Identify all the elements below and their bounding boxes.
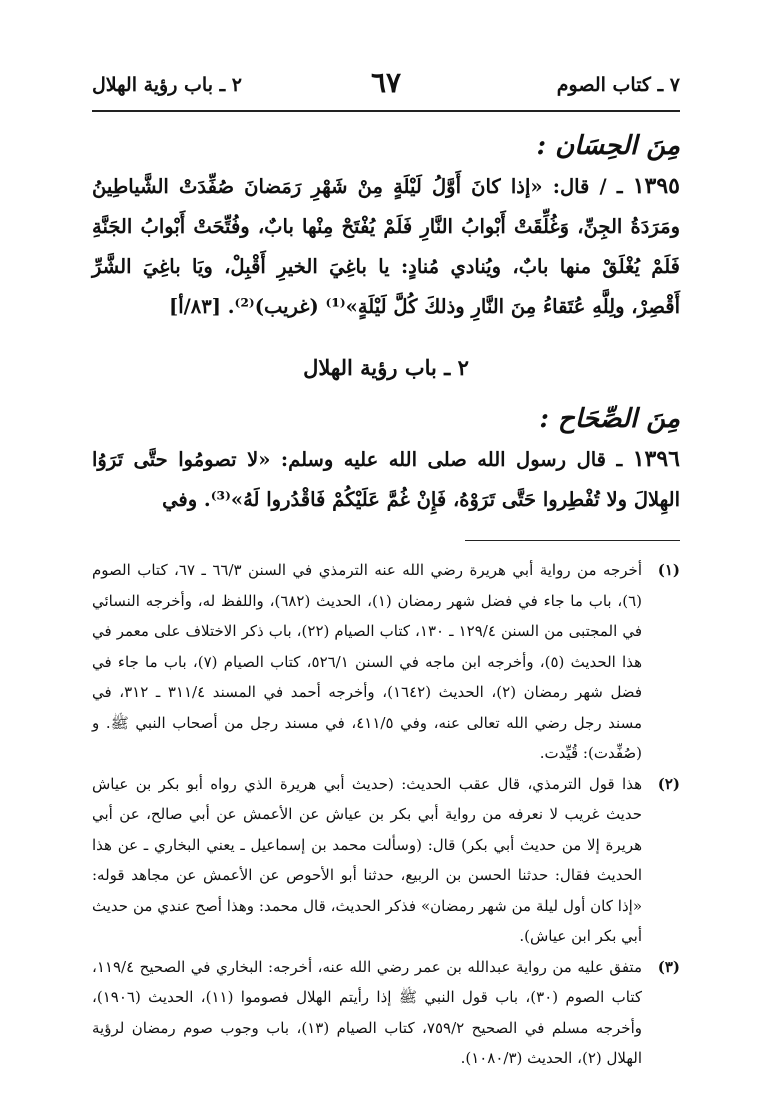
footnote-divider xyxy=(465,540,680,541)
footnote-number: (٣) xyxy=(657,957,680,976)
footnote-number: (١) xyxy=(657,561,680,579)
hadith-text: ـ / قال: «إذا كانَ أَوَّلُ لَيْلَةٍ مِنْ شَهْرِ رَمَضانَ صُفِّدَتْ الشَّياطِينُ ومَرَدَةُ الجِنِّ، وَغُلِّقَتْ أَبْوابُ النَّارِ فَلَمْ يُفْتَحْ مِنْها بابٌ، وفُتِّحَتْ أَبْوابُ الجَنَّةِ فَلَمْ يُغْلَقْ منها بابٌ، ويُنادي مُنادٍ: يا باغِيَ الخيرِ أَقْبِلْ، ويَا باغِيَ الشَّرِّ أَقْصِرْ، ولِلَّهِ عُتَقاءُ مِنَ النَّارِ وذلكَ كُلَّ لَيْلَةٍ»⁽¹⁾ (غريب)⁽²⁾. xyxy=(92,175,680,318)
footnote-text: أخرجه من رواية أبي هريرة رضي الله عنه الترمذي في السنن ٦٦/٣ ـ ٦٧، كتاب الصوم (٦)، باب ما جاء في فضل شهر رمضان (١)، الحديث (٦٨٢)، واللفظ له، وأخرجه النسائي في المجتبى من السنن ١٢٩/٤ ـ ١٣٠، كتاب الصيام (٢٢)، باب ذكر الاختلاف على معمر في هذا الحديث (٥)، وأخرجه ابن ماجه في السنن ٥٢٦/١، كتاب الصيام (٧)، باب ما جاء في فضل شهر رمضان (٢)، الحديث (١٦٤٢)، وأخرجه أحمد في المسند ٣١١/٤ ـ ٣١٢، في مسند رجل رضي الله تعالى عنه، وفي ٤١١/٥، في مسند رجل من أصحاب النبي ﷺ. و (صُفِّدت): قُيِّدت. xyxy=(92,561,643,762)
manuscript-reference: [٨٣/أ] xyxy=(169,295,221,318)
footnotes xyxy=(92,555,680,1074)
hadith-number: ١٣٩٦ xyxy=(632,446,680,472)
hadith-1396 xyxy=(92,439,680,520)
running-header xyxy=(92,66,680,112)
footnote-text: هذا قول الترمذي، قال عقب الحديث: (حديث أبي هريرة الذي رواه أبو بكر بن عياش حديث غريب لا نعرفه من رواية أبي بكر بن عياش عن الأعمش عن أبي صالح، عن أبي هريرة إلا من حديث أبي بكر) قال: (وسألت محمد بن إسماعيل ـ يعني البخاري ـ عن هذا الحديث فقال: حدثنا الحسن بن الربيع، حدثنا أبو الأحوص عن الأعمش عن مجاهد قوله: «إذا كان أول ليلة من شهر رمضان» فذكر الحديث، قال محمد: وهذا أصح عندي من حديث أبي بكر ابن عياش). xyxy=(92,774,642,945)
footnote-number: (٢) xyxy=(657,774,680,793)
footnote-1 xyxy=(92,555,680,769)
section-heading-sihah: مِنَ الصِّحَاح : xyxy=(539,404,680,434)
hadith-text: ـ قال رسول الله صلى الله عليه وسلم: «لا تصومُوا حتَّى تَرَوُا الهِلالَ ولا تُفْطِروا حَتَّى تَرَوْهُ، فَإِنْ غُمَّ عَلَيْكُمْ فَاقْدُروا لَهُ»⁽³⁾. وفي xyxy=(92,448,680,511)
book-page xyxy=(92,66,680,1074)
page-number: ٦٧ xyxy=(370,66,402,99)
footnote-text: متفق عليه من رواية عبدالله بن عمر رضي الله عنه، أخرجه: البخاري في الصحيح ١١٩/٤، كتاب الصوم (٣٠)، باب قول النبي ﷺ إذا رأيتم الهلال فصوموا (١١)، الحديث (١٩٠٦)، وأخرجه مسلم في الصحيح ٧٥٩/٢، كتاب الصيام (١٣)، باب وجوب صوم رمضان لرؤية الهلال (٢)، الحديث (١٠٨٠/٣). xyxy=(92,957,643,1067)
header-book-title: ٧ ـ كتاب الصوم xyxy=(556,74,680,96)
section-heading-hisan: مِنَ الحِسَان : xyxy=(536,131,680,161)
hadith-number: ١٣٩٥ xyxy=(632,173,680,199)
footnote-3 xyxy=(92,952,680,1074)
hadith-1395 xyxy=(92,166,680,327)
header-chapter-title: ٢ ـ باب رؤية الهلال xyxy=(92,74,243,96)
chapter-title: ٢ ـ باب رؤية الهلال xyxy=(303,355,469,380)
footnote-2 xyxy=(92,769,680,952)
